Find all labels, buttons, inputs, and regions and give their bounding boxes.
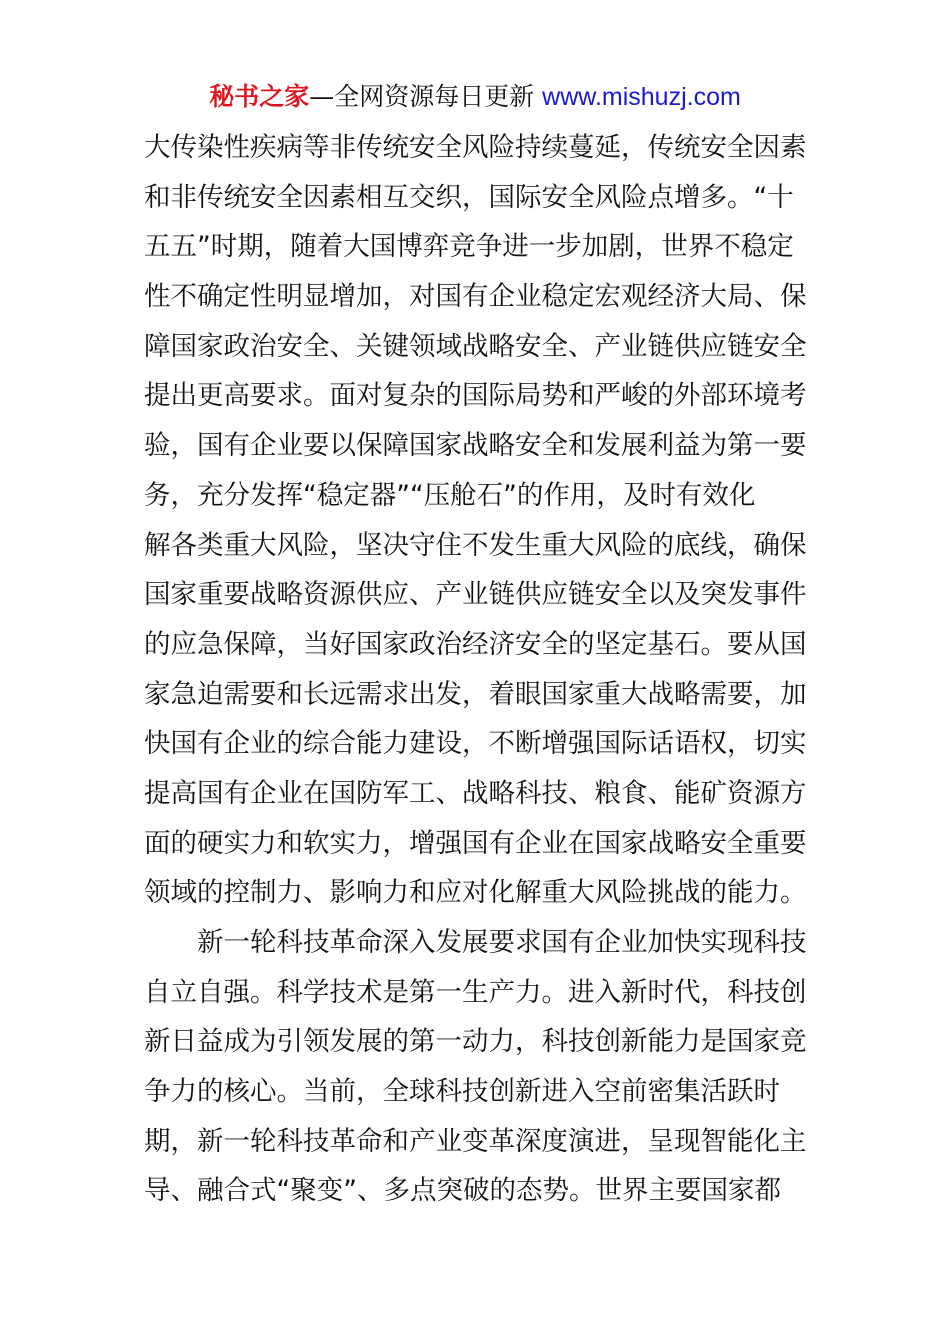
text-line: 验，国有企业要以保障国家战略安全和发展利益为第一要 xyxy=(144,430,807,462)
text-line: 提出更高要求。面对复杂的国际局势和严峻的外部环境考 xyxy=(144,380,807,412)
text-line: 五五”时期，随着大国博弈竞争进一步加剧，世界不稳定 xyxy=(144,231,794,263)
text-line: 自立自强。科学技术是第一生产力。进入新时代，科技创 xyxy=(144,976,807,1008)
text-line: 和非传统安全因素相互交织，国际安全风险点增多。“十 xyxy=(144,181,794,213)
text-line: 争力的核心。当前，全球科技创新进入空前密集活跃时 xyxy=(144,1076,780,1108)
text-line: 新日益成为引领发展的第一动力，科技创新能力是国家竞 xyxy=(144,1026,807,1058)
text-line: 导、融合式“聚变”、多点突破的态势。世界主要国家都 xyxy=(144,1175,781,1207)
text-line: 快国有企业的综合能力建设，不断增强国际话语权，切实 xyxy=(144,728,807,760)
site-brand: 秘书之家 xyxy=(209,82,310,111)
document-body xyxy=(144,123,808,1216)
paragraph-first-line: 新一轮科技革命深入发展要求国有企业加快实现科技 xyxy=(197,927,807,958)
text-line: 期，新一轮科技革命和产业变革深度演进，呈现智能化主 xyxy=(144,1125,807,1157)
site-header xyxy=(0,80,950,114)
site-url-link[interactable]: www.mishuzj.com xyxy=(542,83,741,111)
text-line: 国家重要战略资源供应、产业链供应链安全以及突发事件 xyxy=(144,579,807,611)
text-line: 大传染性疾病等非传统安全风险持续蔓延，传统安全因素 xyxy=(144,132,807,163)
text-line: 家急迫需要和长远需求出发，着眼国家重大战略需要，加 xyxy=(144,678,807,710)
text-line: 性不确定性明显增加，对国有企业稳定宏观经济大局、保 xyxy=(144,281,807,313)
text-line: 障国家政治安全、关键领域战略安全、产业链供应链安全 xyxy=(144,330,807,362)
text-line: 面的硬实力和软实力，增强国有企业在国家战略安全重要 xyxy=(144,827,807,859)
text-line: 领域的控制力、影响力和应对化解重大风险挑战的能力。 xyxy=(144,877,807,909)
text-line: 解各类重大风险，坚决守住不发生重大风险的底线，确保 xyxy=(144,529,807,561)
text-line: 的应急保障，当好国家政治经济安全的坚定基石。要从国 xyxy=(144,628,807,660)
site-tagline: —全网资源每日更新 xyxy=(309,82,543,111)
text-line: 务，充分发挥“稳定器”“压舱石”的作用，及时有效化 xyxy=(144,479,756,511)
text-line: 提高国有企业在国防军工、战略科技、粮食、能矿资源方 xyxy=(144,777,807,809)
